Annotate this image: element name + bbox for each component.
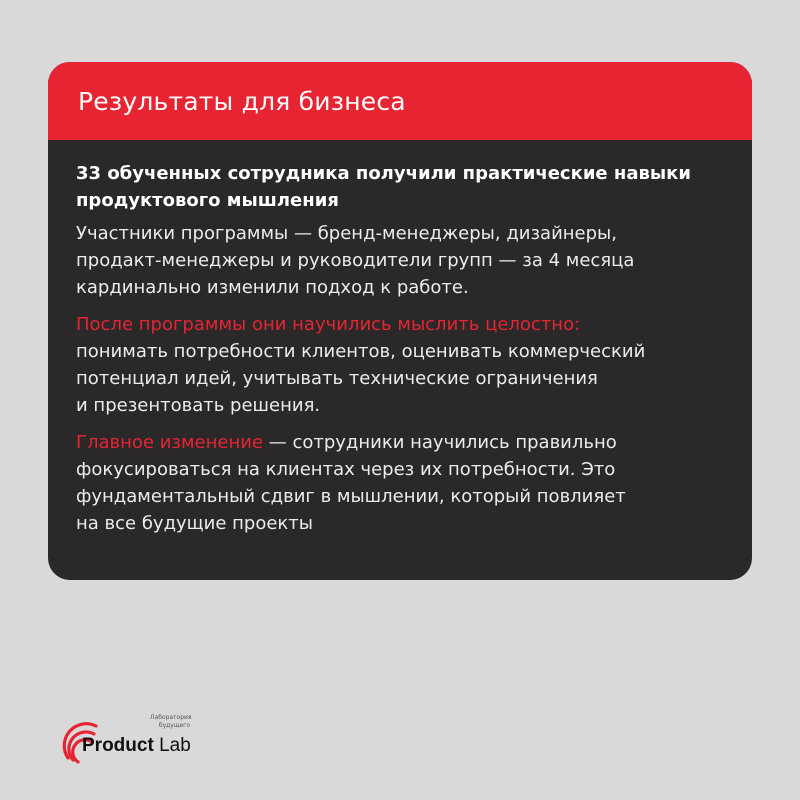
paragraph-main-change: [76, 429, 716, 537]
paragraph-line: и презентовать решения.: [76, 395, 321, 416]
paragraph-line: Участники программы — бренд-менеджеры, дизайнеры,: [76, 223, 617, 244]
paragraph-line: потенциал идей, учитывать технические ограничения: [76, 368, 598, 389]
lead-text: [76, 160, 716, 214]
lead-line: 33 обученных сотрудника получили практические навыки: [76, 163, 691, 184]
paragraph-after-program: [76, 311, 716, 419]
paragraph-text: — сотрудники научились правильно: [263, 432, 617, 453]
card-body: [48, 140, 752, 537]
logo-tagline-line: будущего: [158, 722, 190, 729]
results-card: [48, 62, 752, 580]
logo-tagline-line: Лаборатория: [150, 714, 192, 721]
logo-wordmark: [82, 735, 191, 757]
product-lab-logo: [60, 708, 220, 768]
paragraph-participants: [76, 220, 716, 301]
accent-text: После программы они научились мыслить целостно:: [76, 314, 581, 335]
card-title: Результаты для бизнеса: [78, 86, 406, 116]
paragraph-first-line: [76, 429, 716, 456]
lead-line: продуктового мышления: [76, 190, 339, 211]
logo-word-lab: Lab: [159, 735, 191, 756]
paragraph-line: кардинально изменили подход к работе.: [76, 277, 469, 298]
paragraph-line: продакт-менеджеры и руководители групп — за 4 месяца: [76, 250, 635, 271]
paragraph-line: на все будущие проекты: [76, 513, 313, 534]
logo-word-product: Product: [82, 735, 154, 756]
paragraph-line: фокусироваться на клиентах через их потребности. Это: [76, 459, 616, 480]
paragraph-line: фундаментальный сдвиг в мышлении, который повлияет: [76, 486, 626, 507]
logo-tagline: [150, 714, 190, 730]
paragraph-line: понимать потребности клиентов, оценивать коммерческий: [76, 341, 646, 362]
card-header: [48, 62, 752, 140]
accent-text: Главное изменение: [76, 432, 264, 453]
